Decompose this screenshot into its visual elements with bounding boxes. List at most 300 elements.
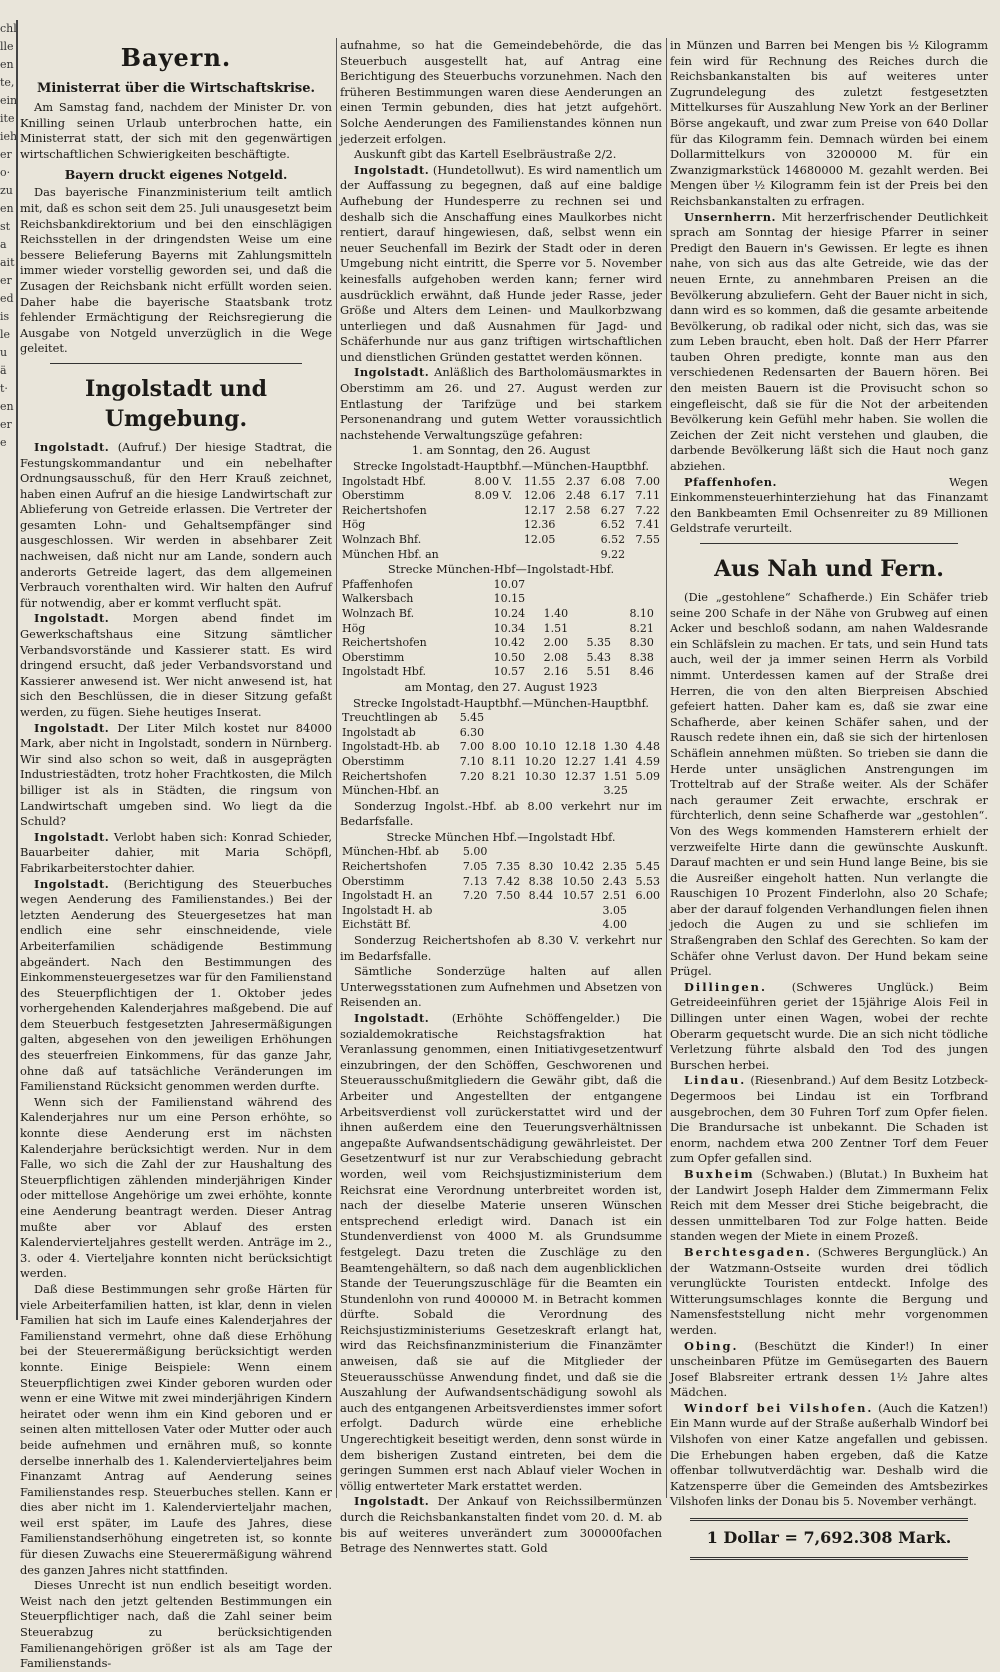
departure-time [630, 711, 662, 726]
article-paragraph [670, 1245, 988, 1339]
departure-time: 8.46 [629, 665, 654, 679]
column-divider [336, 38, 337, 1498]
departure-time [463, 518, 514, 533]
article-text: (Schwaben.) (Blutat.) In Buxheim hat der Landwirt Joseph Halder dem Zimmermann Felix Reich mit dem Messer drei Stiche beigebracht, die dessen unmittelbaren Tod zur Folge hatten. Beide standen wegen der Miete in einem Prozeß. [670, 1166, 988, 1244]
article-paragraph: in Münzen und Barren bei Mengen bis ½ Kilogramm fein wird für Rechnung des Reiches durch die Reichsbankanstalten bis auf weiteres unter Zugrundelegung des zuletzt festgesetzten Mittelkurses für Auszahlung New York an der Berliner Börse angekauft, und zwar zum Preise von 640 Dollar für das Kilogramm fein. Demnach würden bei einem Dollarmittelkurs von 3200000 M. für ein Zwanzigmarkstück 14680000 M. gezahlt werden. Bei Mengen über ½ Kilogramm fein ist der Preis bei den Reichsbankanstalten zu erfragen. [670, 38, 988, 208]
timetable-row [340, 592, 662, 607]
station-name: München-Hbf. an [342, 784, 439, 798]
edge-fragment: t· [0, 382, 8, 395]
departure-time [489, 845, 522, 860]
station-name: Reichertshofen [342, 636, 427, 650]
departure-time: 12.36 [523, 518, 556, 532]
station-name: Ingolstadt H. an [342, 889, 433, 903]
dateline: Ingolstadt. [354, 1011, 430, 1025]
departure-time: 2.37 [565, 474, 591, 488]
departure-time: 2.51 [602, 889, 628, 903]
edge-fragment: zu [0, 184, 13, 197]
article-paragraph [670, 1401, 988, 1510]
station-name: Reichertshofen [342, 860, 427, 874]
departure-time [629, 904, 662, 919]
departure-time [463, 533, 514, 548]
article-paragraph [670, 1339, 988, 1401]
timetable [340, 711, 662, 799]
article-paragraph [670, 1167, 988, 1245]
departure-time: 10.57 [562, 889, 595, 903]
timetable-row [340, 726, 662, 741]
edge-fragment: lle [0, 40, 14, 53]
departure-time [656, 651, 662, 666]
departure-time: 6.52 [600, 533, 626, 546]
section-title-bayern: Bayern. [120, 43, 232, 72]
section-title-aus-nah-und-fern: Aus Nah und Fern. [714, 556, 944, 582]
article-paragraph [20, 830, 332, 877]
timetable-row [340, 607, 662, 622]
departure-time: 1.51 [603, 769, 628, 783]
left-edge-fragments [0, 20, 18, 1320]
departure-time: 4.00 [602, 918, 628, 932]
departure-time [486, 784, 518, 799]
departure-time: 1.41 [603, 754, 628, 768]
timetable-row [340, 889, 662, 904]
departure-time [629, 845, 662, 860]
article-paragraph [340, 1011, 662, 1494]
timetable-row [340, 622, 662, 637]
column-2 [340, 38, 662, 1556]
departure-time [489, 918, 522, 933]
article-paragraph [340, 1494, 662, 1556]
departure-time: 8.21 [629, 621, 654, 635]
edge-fragment: o· [0, 166, 11, 179]
departure-time [613, 592, 656, 607]
timetable-row [340, 770, 662, 785]
edge-fragment: en [0, 202, 14, 215]
departure-time: 5.45 [459, 711, 485, 725]
departure-time: 8.00 [491, 740, 517, 754]
departure-time: 1.30 [603, 740, 628, 754]
departure-time: 6.17 [600, 489, 626, 503]
article-text: Morgen abend findet im Gewerkschaftshaus eine Sitzung sämtlicher Verbandsvorstände und Kassierer statt. Es wird dringend ersucht, daß jeder Verbandsvorstand und Kassierer anwesend ist. Wer nicht anwesend ist, hat sich den Beschlüssen, die in dieser Sitzung gefaßt werden, zu fügen. Siehe heutiges Inserat. [20, 611, 332, 719]
departure-time [558, 711, 598, 726]
timetable-row [340, 665, 662, 680]
edge-fragment: ieh [0, 130, 18, 143]
departure-time [557, 548, 592, 563]
departure-time: 7.00 [635, 474, 660, 488]
exchange-rate: 1 Dollar = 7,692.308 Mark. [706, 1528, 952, 1548]
station-name: Oberstimm [342, 874, 405, 888]
timetable-row [340, 504, 662, 519]
article-text: Der Liter Milch kostet nur 84000 Mark, aber nicht in Ingolstadt, sondern in Nürnberg. Wir sind also schon so weit, daß in ausgeprägten Industriestädten, trotz hoher Frachtkosten, die Milch billiger ist als in Städten, die ringsum von Landwirtschaft umgeben sind. Wo liegt da die Schuld? [20, 720, 332, 829]
timetable-row [340, 548, 662, 563]
departure-time: 5.43 [586, 650, 612, 664]
article-text: (Schweres Bergunglück.) An der Watzmann-Ostseite wurden drei tödlich verunglückte Touristen entdeckt. Infolge des Witterungsumschlages konnte die Bergung und Namensfeststellung nicht mehr vorgenommen werden. [670, 1244, 988, 1337]
article-text: Mit herzerfrischender Deutlichkeit sprach am Sonntag der hiesige Pfarrer in seiner Predigt den Bauern in's Gewissen. Er legte es ihnen nahe, von sich aus das alte Getreide, wie das der neuen Ernte, zu annehmbaren Preisen an die Bevölkerung abzuliefern. Geht der Bauer nicht in sich, dann wird es so kommen, daß die gesamte arbeitende Bevölkerung, ob radikal oder nicht, sich das, was sie zum Leben braucht, eben holt. Daß der Herr Pfarrer tauben Ohren predigte, konnte man aus den verschiedenen Redensarten der Bauern hören. Bei den meisten Bauern ist die Provisucht schon so eingefleischt, daß sie für die Not der arbeitenden Bevölkerung kein Gefühl mehr haben. Sie wollen die Zeichen der Zeit nicht verstehen und glauben, die darbende Bevölkerung läßt sich die Haut noch ganz abziehen. [670, 209, 989, 474]
article-text: (Aufruf.) Der hiesige Stadtrat, die Festungskommandantur und ein nebelhafter Ordnungsausschuß, für den Herr Krauß zeichnet, haben einen Aufruf an die hiesige Landwirtschaft zur Ablieferung von Getreide erlassen. Die Vertreter der gesamten Lohn- und Gehaltsempfänger sind ausgeschlossen. Wir werden in absehbarer Zeit nachweisen, daß nicht nur am Lande, sondern auch anderorts Getreide lagert, das dem allgemeinen Verbrauch vorenthalten wird. Wir halten den Aufruf für notwendig, aber er kommt verflucht spät. [20, 439, 332, 610]
departure-time [555, 918, 596, 933]
departure-time: 3.25 [603, 784, 628, 798]
departure-time [527, 578, 570, 593]
departure-time: 2.35 [602, 860, 628, 874]
departure-time: 12.06 [523, 489, 556, 503]
article-paragraph: Dieses Unrecht ist nun endlich beseitigt worden. Weist nach den jetzt geltenden Bestimmungen ein Steuerpflichtiger nach, daß die Zahl seiner beim Steuerabzug zu berücksichtigenden Familienangehörigen größer ist als am Tage der Familienstands- [20, 1578, 332, 1671]
departure-time: 10.30 [524, 769, 557, 783]
departure-time: 12.05 [523, 533, 556, 546]
departure-time: 6.52 [600, 518, 626, 532]
route-heading: Strecke München-Hbf—Ingolstadt-Hbf. [387, 562, 615, 577]
departure-time: 7.50 [495, 889, 521, 903]
timetable-row [340, 651, 662, 666]
schedule-note: Sonderzug Ingolst.-Hbf. ab 8.00 verkehrt nur im Bedarfsfalle. [340, 798, 662, 829]
departure-time: 7.41 [635, 518, 660, 532]
dateline: Lindau. [684, 1073, 747, 1088]
departure-time: 2.08 [543, 650, 569, 664]
article-paragraph: Das bayerische Finanzministerium teilt amtlich mit, daß es schon seit dem 25. Juli unausgesetzt beim Reichsbankdirektorium und bei den einschlägigen Reichsstellen in der dringendsten Weise um eine bessere Belieferung Bayerns mit Zahlungsmitteln immer wieder vorstellig geworden sei, und daß die Zusagen der Reichsbank nicht erfüllt worden seien. Daher habe die bayerische Staatsbank trotz fehlender Ermächtigung der Reichsregierung die Ausgabe von Notgeld unverzüglich in die Wege geleitet. [20, 185, 332, 356]
station-name: Wolnzach Bf. [342, 606, 415, 620]
edge-fragment: is [0, 310, 10, 323]
departure-time: 5.35 [586, 636, 612, 650]
departure-time: 10.10 [524, 740, 557, 754]
station-name: Reichertshofen [342, 769, 427, 783]
article-paragraph [670, 210, 988, 475]
edge-fragment: en [0, 400, 14, 413]
column-3 [670, 38, 989, 1548]
departure-time: 10.07 [493, 577, 526, 591]
departure-time: 8.11 [491, 754, 517, 768]
edge-fragment: er [0, 148, 12, 161]
departure-time [522, 904, 555, 919]
departure-time: 10.20 [524, 754, 557, 768]
departure-time: 7.42 [495, 874, 521, 888]
departure-time [570, 592, 613, 607]
departure-time [557, 533, 592, 548]
departure-time [456, 904, 489, 919]
headline: Ministerrat über die Wirtschaftskrise. [36, 81, 316, 96]
departure-time: 2.58 [565, 503, 591, 517]
edge-fragment: le [0, 328, 11, 341]
departure-time: 8.10 [629, 606, 654, 620]
departure-time [656, 578, 662, 593]
departure-time [613, 578, 656, 593]
departure-time [518, 711, 558, 726]
departure-time: 7.00 [459, 740, 485, 754]
departure-time: 12.27 [564, 754, 596, 768]
station-name: München Hbf. an [342, 547, 439, 561]
departure-time [598, 711, 630, 726]
departure-time [514, 548, 557, 563]
station-name: Treuchtlingen ab [342, 711, 438, 725]
timetable-row [340, 918, 662, 933]
article-paragraph [670, 1073, 988, 1167]
dateline: Buxheim [684, 1166, 755, 1181]
departure-time [656, 607, 662, 622]
timetable-row [340, 636, 662, 651]
departure-time [630, 726, 662, 741]
schedule-date: 1. am Sonntag, den 26. August [411, 443, 591, 458]
departure-time: 8.00 V. [474, 474, 512, 488]
departure-time: 1.51 [543, 621, 569, 635]
departure-time: 8.30 [629, 636, 654, 650]
departure-time: 10.15 [493, 592, 526, 606]
edge-fragment: te, [0, 76, 15, 89]
departure-time: 6.08 [600, 474, 626, 488]
station-name: Reichertshofen [342, 503, 427, 517]
edge-fragment: u [0, 346, 8, 359]
article-text: (Berichtigung des Steuerbuches wegen Aenderung des Familienstandes.) Bei der letzten Aenderung des Steuergesetzes hat man endlich eine sehr einschneidende, viele Arbeiterfamilien schädigende Bestimmung abgeändert. Nach den Bestimmungen des Einkommensteuergesetzes war für den Familienstand des Steuerpflichtigen der 1. Oktober jedes vorhergehenden Kalenderjahres maßgebend. Die auf dem Steuerbuch festgesetzten Jahresermäßigungen galten, abgesehen von den jeweiligen Erhöhungen des steuerfreien Einkommens, für das ganze Jahr, ohne daß auf tatsächliche Veränderungen im Familienstand Rücksicht genommen werden durfte. [20, 876, 333, 1094]
departure-time [656, 622, 662, 637]
timetable [340, 578, 662, 680]
timetable-row [340, 755, 662, 770]
dateline: Ingolstadt. [354, 365, 430, 380]
article-paragraph: Auskunft gibt das Kartell Eselbräustraße 2/2. [354, 147, 617, 162]
departure-time: 6.00 [635, 889, 660, 903]
departure-time: 12.37 [564, 769, 596, 783]
article-text: (Beschützt die Kinder!) In einer unscheinbaren Pfütze im Gemüsegarten des Bauern Josef Blabsreiter ertrank dessen 1½ Jahre altes Mädchen. [670, 1338, 988, 1400]
article-paragraph [20, 721, 332, 830]
article-text: (Riesenbrand.) Auf dem Besitz Lotzbeck-Degermoos bei Lindau ist ein Torfbrand ausgebrochen, dem 30 Fuhren Torf zum Opfer fielen. Die Brandursache ist unbekannt. Die Schaden ist enorm, nachdem etwa 200 Zentner Torf dem Feuer zum Opfer gefallen sind. [670, 1073, 988, 1166]
departure-time [558, 784, 598, 799]
edge-fragment: ä [0, 364, 7, 377]
timetable-row [340, 904, 662, 919]
timetable-row [340, 475, 662, 490]
article-text: Der Ankauf von Reichssilbermünzen durch die Reichsbankanstalten findet vom 20. d. M. ab bis auf weiteres unverändert zum 300000fachen Betrage des Nennwertes statt. Gold [340, 1494, 662, 1556]
departure-time: 7.13 [462, 874, 488, 888]
departure-time: 10.34 [493, 621, 526, 635]
departure-time [570, 578, 613, 593]
article-text: (Schweres Unglück.) Beim Getreideeinführen geriet der 15jährige Alois Feil in Dillingen unter einen Wagen, wobei der rechte Oberarm gequetscht wurde. Die an sich nicht tödliche Verletzung führte alsbald den Tod des jungen Burschen herbei. [670, 979, 988, 1072]
departure-time: 11.55 [523, 474, 556, 488]
timetable-row [340, 578, 662, 593]
edge-fragment: chl [0, 22, 17, 35]
departure-time: 7.10 [459, 754, 485, 768]
departure-time [656, 592, 662, 607]
departure-time: 7.20 [462, 889, 488, 903]
departure-time: 10.42 [562, 860, 595, 874]
headline: Bayern druckt eigenes Notgeld. [64, 167, 288, 183]
divider [50, 363, 302, 364]
departure-time [629, 918, 662, 933]
departure-time: 2.00 [543, 636, 569, 650]
departure-time [630, 784, 662, 799]
schedule-date: am Montag, den 27. August 1923 [404, 679, 598, 694]
station-name: Ingolstadt Hbf. [342, 474, 427, 488]
article-paragraph [340, 365, 662, 443]
departure-time [555, 904, 596, 919]
article-paragraph [670, 980, 988, 1074]
article-text: (Hundetollwut). Es wird namentlich um der Auffassung zu begegnen, daß auf eine baldige Aufhebung der Hundesperre zu rechnen sei und deshalb sich die Anschaffung eines Maulkorbes nicht rentiert, darauf hingewiesen, daß, selbst wenn ein neuer Seuchenfall im Bezirk der Stadt oder in deren Umgebung nicht eintritt, die Sperre vor 5. November keinesfalls aufgehoben werden kann; ferner wird ausdrücklich erwähnt, daß Hunde jeder Rasse, jeder Größe und Alters dem Leinen- und Maulkorbzwang unterliegen und daß Ausnahmen für Jagd- und Schäferhunde nur aus ganz triftigen wirtschaftlichen und dienstlichen Gründen gestattet werden können. [340, 162, 662, 364]
timetable-row [340, 784, 662, 799]
schedule-note: Sämtliche Sonderzüge halten auf allen Unterwegsstationen zum Aufnehmen und Absetzen von Reisenden an. [340, 964, 662, 1010]
departure-time: 5.09 [635, 769, 660, 783]
departure-time: 12.18 [564, 740, 596, 754]
departure-time: 5.51 [586, 665, 612, 679]
station-name: Eichstätt Bf. [342, 918, 412, 932]
departure-time [486, 711, 518, 726]
departure-time [570, 622, 613, 637]
edge-fragment: en [0, 58, 14, 71]
station-name: Walkersbach [342, 592, 414, 606]
departure-time: 8.09 V. [474, 489, 512, 503]
article-paragraph: aufnahme, so hat die Gemeindebehörde, die das Steuerbuch ausgestellt hat, auf Antrag eine Berichtigung des Steuerbuchs vorzunehmen. Nach den früheren Bestimmungen waren diese Aenderungen an einen Termin gebunden, dies hat jetzt aufgehört. Solche Aenderungen des Familienstandes können nun jederzeit erfolgen. [340, 38, 662, 146]
route-heading: Strecke Ingolstadt-Hauptbhf.—München-Hauptbhf. [352, 695, 650, 710]
timetable-row [340, 740, 662, 755]
departure-time: 6.30 [459, 725, 485, 739]
departure-time: 4.48 [635, 740, 660, 754]
departure-time [656, 665, 662, 680]
article-paragraph: Am Samstag fand, nachdem der Minister Dr. von Knilling seinen Urlaub unterbrochen hatte, ein Ministerrat statt, der sich mit den gegenwärtigen wirtschaftlichen Schwierigkeiten beschäftigte. [20, 100, 332, 161]
departure-time: 2.48 [565, 489, 591, 503]
departure-time: 7.11 [635, 489, 660, 503]
article-paragraph: (Die „gestohlene“ Schafherde.) Ein Schäfer trieb seine 200 Schafe in der Nähe von Grubweg auf einen Acker und beschloß sodann, am nahen Waldesrande ein Schläfslein zu machen. Er tats, und sein Hund tats auch, weil der ja immer seinen Herrn als Vorbild nimmt. Unterdessen kamen auf der Straße drei Herren, die von den alten Bierpreisen Abschied gefeiert hatten. Daher kam es, daß sie zwar eine Schafherde, aber keinen Schäfer sahen, und der Rausch redete ihnen ein, daß sie sich der hirtenlosen Schäflein annehmen müßten. So trieben sie dann die Herde unter unsäglichen Anstrengungen im Trotteltrab auf der Straße weiter. Als der Schäfer nach geraumer Zeit erwachte, erschrak er fürchterlich, denn seine Schafherde war „gestohlen“. Von des Wegs kommenden Hamsterern erhielt der verzweifelte Hirte dann die gewünschte Auskunft. Darauf machten er und sein Hund lange Beine, bis sie die Ausreißer eingeholt hatten. Nun verlangte die Rauschigen 10 Prozent Finderlohn, also 20 Schafe; aber der darauf folgenden Verhandlungen fielen ihnen jedoch die Augen zu und sie schliefen im Straßengraben den Schlaf des Gerechten. So kam der Schäfer ohne Verlust davon. Der Hund bekam seine Prügel. [670, 590, 988, 979]
article-text: Verlobt haben sich: Konrad Schieder, Bauarbeiter dahier, mit Maria Schöpfl, Fabrikarbeiterstochter dahier. [20, 829, 332, 875]
departure-time: 8.38 [528, 874, 554, 888]
departure-time: 10.50 [493, 650, 526, 664]
timetable-row [340, 518, 662, 533]
dateline: Berchtesgaden. [684, 1244, 812, 1259]
station-name: Ingolstadt H. ab [342, 903, 433, 917]
station-name: Pfaffenhofen [342, 577, 413, 591]
edge-fragment: ed [0, 292, 14, 305]
article-paragraph [20, 440, 332, 612]
departure-time: 12.17 [523, 503, 556, 517]
edge-fragment: e [0, 436, 7, 449]
edge-fragment: ein [0, 94, 18, 107]
departure-time: 10.42 [493, 636, 526, 650]
edge-fragment: ite [0, 112, 15, 125]
departure-time: 7.05 [462, 860, 488, 874]
article-paragraph: Wenn sich der Familienstand während des Kalenderjahres nur um eine Person erhöhte, so konnte diese Aenderung erst im nächsten Kalenderjahre berücksichtigt werden. Nur in dem Falle, wo sich die Zahl der zur Haushaltung des Steuerpflichtigen zählenden minderjährigen Kinder oder mittellose Angehörige um zwei erhöhte, konnte eine Aenderung beantragt werden. Dieser Antrag mußte aber vor Ablauf des ersten Kalendervierteljahres gestellt werden. Anträge im 2., 3. oder 4. Vierteljahre konnten nicht berücksichtigt werden. [20, 1094, 332, 1281]
departure-time: 7.55 [635, 533, 660, 546]
departure-time [598, 726, 630, 741]
departure-time: 10.57 [493, 665, 526, 679]
departure-time: 9.22 [600, 547, 626, 561]
departure-time: 10.50 [562, 874, 595, 888]
departure-time: 8.21 [491, 769, 517, 783]
departure-time [522, 918, 555, 933]
timetable-row [340, 711, 662, 726]
departure-time: 1.40 [543, 606, 569, 620]
departure-time: 7.22 [635, 503, 660, 517]
departure-time [555, 845, 596, 860]
article-paragraph [20, 611, 332, 720]
edge-fragment: er [0, 274, 12, 287]
column-1 [20, 38, 333, 1671]
departure-time: 7.35 [495, 860, 521, 874]
departure-time [557, 518, 592, 533]
dateline: Unsernherrn. [684, 209, 776, 224]
departure-time [596, 845, 629, 860]
timetable-row [340, 845, 662, 860]
departure-time: 6.27 [600, 503, 626, 517]
dateline: Dillingen. [684, 979, 767, 994]
column-divider [666, 38, 667, 1498]
dateline: Windorf bei Vilshofen. [684, 1400, 874, 1415]
edge-fragment: ait [0, 256, 15, 269]
timetable-row [340, 489, 662, 504]
station-name: Oberstimm [342, 754, 405, 768]
departure-time [522, 845, 555, 860]
station-name: Hög [342, 518, 366, 532]
departure-time: 7.20 [459, 769, 485, 783]
route-heading: Strecke München Hbf.—Ingolstadt Hbf. [386, 829, 616, 844]
departure-time: 2.43 [602, 874, 628, 888]
divider [690, 1557, 968, 1560]
schedule-note: Sonderzug Reichertshofen ab 8.30 V. verkehrt nur im Bedarfsfalle. [340, 933, 662, 963]
station-name: Oberstimm [342, 650, 405, 664]
departure-time [486, 726, 518, 741]
departure-time [570, 607, 613, 622]
edge-fragment: a [0, 238, 7, 251]
article-paragraph [670, 475, 988, 537]
edge-fragment: st [0, 220, 11, 233]
station-name: Hög [342, 621, 366, 635]
station-name: Ingolstadt ab [342, 725, 416, 739]
departure-time [518, 726, 558, 741]
article-text: Anläßlich des Bartholomäusmarktes in Oberstimm am 26. und 27. August werden zur Entlastung der Tarifzüge und bei starkem Personenandrang und gutem Wetter voraussichtlich nachstehende Verwaltungszüge gefahren: [340, 365, 662, 442]
departure-time [527, 592, 570, 607]
departure-time [558, 726, 598, 741]
dateline: Ingolstadt. [354, 1494, 430, 1509]
article-paragraph [20, 877, 332, 1095]
article-paragraph: Daß diese Bestimmungen sehr große Härten für viele Arbeiterfamilien hatten, ist klar, denn in vielen Familien hat sich im Laufe eines Kalenderjahres der Familienstand vermehrt, ohne daß diese Erhöhung bei der Steuerermäßigung berücksichtigt werden konnte. Einige Beispiele: Wenn einem Steuerpflichtigen zwei Kinder geboren wurden oder wenn er eine Witwe mit zwei minderjährigen Kindern heiratet oder wenn ihm ein Kind geboren und er seinen alten mittellosen Vater oder Mutter oder auch beide aufnehmen und ernähren muß, so konnte derselbe innerhalb des 1. Kalendervierteljahres beim Finanzamt Antrag auf Aenderung seines Familienstandes resp. Steuerbuches stellen. Kann er dies aber nicht im 1. Kalendervierteljahr machen, weil erst später, im Laufe des Jahres, diese Familienstandserhöhung eingetreten ist, so konnte für diesen Zuwachs eine Steuerermäßigung während des ganzen Jahres nicht stattfinden. [20, 1281, 332, 1577]
dateline: Ingolstadt. [34, 720, 110, 735]
departure-time [454, 784, 486, 799]
departure-time: 3.05 [602, 903, 628, 917]
station-name: Wolnzach Bhf. [342, 533, 422, 546]
dateline: Ingolstadt. [34, 439, 110, 454]
departure-time [456, 918, 489, 933]
article-paragraph [340, 163, 662, 366]
timetable-row [340, 533, 662, 548]
station-name: Oberstimm [342, 489, 405, 503]
departure-time: 2.16 [543, 665, 569, 679]
departure-time: 5.00 [462, 845, 488, 859]
departure-time [518, 784, 558, 799]
departure-time: 5.45 [635, 860, 660, 874]
article-text: Wegen Einkommensteuerhinterziehung hat das Finanzamt den Bankbeamten Emil Ochsenreiter zu 89 Millionen Geldstrafe verurteilt. [670, 474, 988, 536]
article-text: (Erhöhte Schöffengelder.) Die sozialdemokratische Reichstagsfraktion hat Veranlassung genommen, einen Initiativgesetzentwurf einzubringen, der den Schöffen, Geschworenen und Steuerausschußmitgliedern die Gewähr gibt, daß die Arbeiter und Angestellten der entgangene Arbeitsverdienst voll zurückerstattet wird und der ihnen außerdem eine den Teuerungsverhältnissen angepaßte Aufwandsentschädigung gewährleistet. Der Gesetzentwurf ist nur zur Verabschiedung gebracht worden, weil vom Reichsjustizministerium dem Reichsrat eine Verordnung unterbreitet worden ist, nach der dieselbe Materie unseren Wünschen entsprechend erledigt wird. Danach ist ein Stundenverdienst von 4000 M. als Grundsumme festgelegt. Dazu treten die Zuschläge zu den Beamtengehältern, so daß nach dem augenblicklichen Stande der Teuerungszuschläge für die Beamten ein Stundenlohn von rund 400000 M. in Betracht kommen dürfte. Sobald die Verordnung des Reichsjustizministeriums Gesetzeskraft erlangt hat, wird das Reichsfinanzministerium die Finanzämter anweisen, daß sie auf die Mitglieder der Steuerausschüsse Anwendung findet, und daß sie die Auszahlung der Aufwandsentschädigung sowohl als auch des entgangenen Arbeitsverdienstes immer sofort erfolgt. Dadurch würde eine erhebliche Ungerechtigkeit beseitigt werden, denn sonst würde in dem bisherigen Zustand eintreten, bei dem die geringen Summen erst nach Ablauf vieler Wochen in völlig entwerteter Mark erstattet werden. [340, 1011, 662, 1493]
timetable [340, 475, 662, 563]
departure-time: 4.59 [635, 754, 660, 768]
dateline: Ingolstadt. [34, 829, 110, 844]
timetable [340, 845, 662, 933]
departure-time [656, 636, 662, 651]
departure-time: 5.53 [635, 874, 660, 888]
departure-time [627, 548, 662, 563]
departure-time: 8.30 [528, 860, 554, 874]
dateline: Obing. [684, 1338, 739, 1353]
article-text: (Auch die Katzen!) Ein Mann wurde auf der Straße außerhalb Windorf bei Vilshofen von einer Katze angefallen und gebissen. Die Erhebungen haben ergeben, daß die Katze offenbar tollwutverdächtig war. Deshalb wird die Katzensperre über die Gemeinden des Amtsbezirkes Vilshofen links der Donau bis 5. November verhängt. [670, 1400, 988, 1509]
dateline: Pfaffenhofen. [684, 474, 777, 489]
divider [700, 543, 958, 544]
departure-time [489, 904, 522, 919]
dateline: Ingolstadt. [34, 876, 110, 891]
departure-time: 8.38 [629, 650, 654, 664]
divider [690, 1518, 968, 1521]
timetable-row [340, 875, 662, 890]
edge-fragment: er [0, 418, 12, 431]
departure-time [463, 548, 514, 563]
station-name: Ingolstadt-Hb. ab [342, 740, 440, 754]
section-title-ingolstadt: Ingolstadt und Umgebung. [84, 375, 268, 432]
route-heading: Strecke Ingolstadt-Hauptbhf.—München-Hauptbhf. [352, 459, 650, 474]
dateline: Ingolstadt. [354, 162, 430, 177]
departure-time: 10.24 [493, 606, 526, 620]
timetable-row [340, 860, 662, 875]
departure-time [463, 504, 514, 519]
station-name: Ingolstadt Hbf. [342, 665, 427, 679]
station-name: München-Hbf. ab [342, 845, 439, 859]
departure-time: 8.44 [528, 889, 554, 903]
dateline: Ingolstadt. [34, 611, 110, 626]
